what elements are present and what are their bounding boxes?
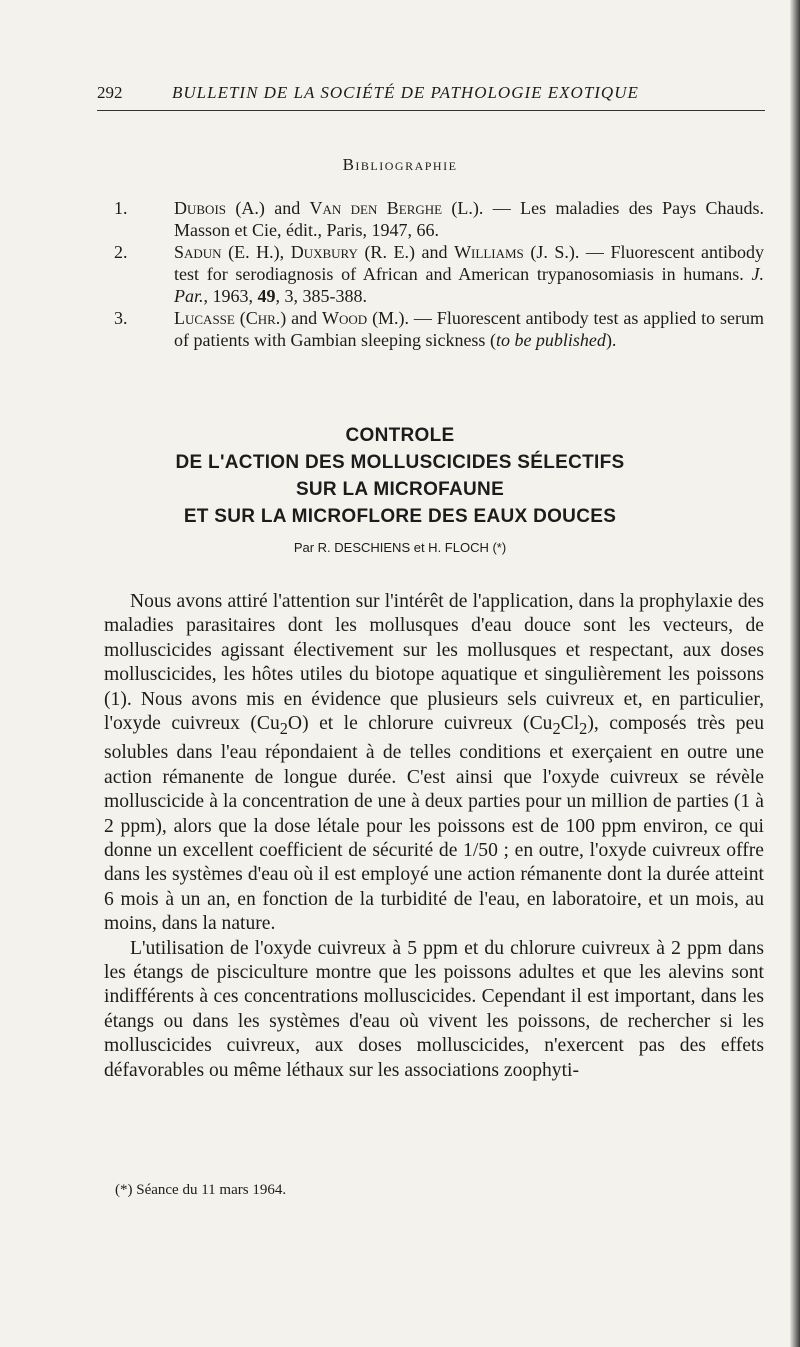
running-header <box>97 80 765 111</box>
text-run: , 1963, <box>203 286 258 306</box>
text-run: , 3, 385-388. <box>275 286 368 306</box>
title-line: ET SUR LA MICROFLORE DES EAUX DOUCES <box>183 506 617 527</box>
bibliography-entry-number: 3. <box>114 308 128 328</box>
text-run: Dubois <box>174 198 227 218</box>
title-line: SUR LA MICROFAUNE <box>295 479 505 500</box>
bibliography-entry <box>114 307 764 351</box>
running-title: BULLETIN DE LA SOCIÉTÉ DE PATHOLOGIE EXOTIQUE <box>172 83 639 102</box>
text-run: (L.). — Les maladies des Pays Chauds. Masson et Cie, édit., Paris, 1947, 66. <box>174 198 764 240</box>
text-run: Nous avons attiré l'attention sur l'intérêt de l'application, dans la prophylaxie des maladies parasitaires dont les mollusques d'eau douce sont les vecteurs, de molluscicides agissant électivement sur les mollusques et respectant, aux doses molluscicides, les hôtes utiles du biotope aquatique et singulièrement les poissons (1). Nous avons mis en évidence que plusieurs sels cuivreux et, en particulier, l'oxyde cuivreux (Cu <box>104 591 764 735</box>
bibliography-entry <box>114 241 764 307</box>
text-run: (A.) and <box>226 198 310 218</box>
text-run: Wood <box>322 308 368 328</box>
text-run: Chr. <box>245 308 281 328</box>
page-number: 292 <box>97 83 123 102</box>
text-run: Sadun <box>174 242 222 262</box>
bibliography-entry-number: 2. <box>114 242 128 262</box>
text-run: 2 <box>579 718 588 738</box>
text-run: ), composés très peu solubles dans l'eau répondaient à de telles conditions et exerçaient en outre une action rémanente de longue durée. C'est ainsi que l'oxyde cuivreux se révèle molluscicide à la concentration de une à deux parties pour un million de parties (1 à 2 ppm), alors que la dose létale pour les poissons est de 100 ppm environ, ce qui donne un excellent coefficient de sécurité de 1/50 ; en outre, l'oxyde cuivreux offre dans les systèmes d'eau où il est employé une action rémanente dont la durée atteint 6 mois à un an, en fonction de la turbidité de l'eau, en laboratoire, et un mois, au moins, dans la nature. <box>104 713 764 935</box>
text-run: Cl <box>560 713 580 735</box>
text-run: ) and <box>280 308 323 328</box>
text-run: ). <box>605 330 617 350</box>
text-run: (M.). — Fluorescent antibody test as applied to serum of patients with Gambian sleeping sickness ( <box>174 308 764 350</box>
body-paragraph <box>104 590 764 937</box>
text-run: O) et le chlorure cuivreux (Cu <box>287 713 553 735</box>
bibliography-list <box>114 197 764 351</box>
text-run: Duxbury <box>290 242 358 262</box>
bibliography-title: Bibliographie <box>342 155 458 174</box>
bibliography-entry-number: 1. <box>114 198 128 218</box>
text-run: J. Par. <box>174 264 764 306</box>
text-run: (R. E.) and <box>357 242 455 262</box>
text-run: ( <box>234 308 246 328</box>
article-title <box>0 422 800 530</box>
page-edge-shadow <box>790 0 800 1347</box>
footnote: (*) Séance du 11 mars 1964. <box>115 1182 287 1198</box>
article-body <box>104 590 764 1083</box>
text-run: Lucasse <box>174 308 235 328</box>
text-run: 2 <box>552 718 561 738</box>
text-run: (E. H.), <box>221 242 291 262</box>
text-run: Williams <box>454 242 524 262</box>
text-run: Van den Berghe <box>309 198 443 218</box>
text-run: 49 <box>257 286 276 306</box>
text-run: to be published <box>495 330 606 350</box>
title-line: CONTROLE <box>345 425 455 446</box>
bibliography-entry <box>114 197 764 241</box>
text-run: (J. S.). — Fluorescent antibody test for serodiagnosis of African and American trypanosomiasis in humans. <box>174 242 764 284</box>
body-paragraph <box>104 937 764 1083</box>
title-line: DE L'ACTION DES MOLLUSCICIDES SÉLECTIFS <box>175 452 625 473</box>
text-run: 2 <box>279 718 288 738</box>
authors: Par R. DESCHIENS et H. FLOCH (*) <box>293 540 507 555</box>
text-run: L'utilisation de l'oxyde cuivreux à 5 ppm et du chlorure cuivreux à 2 ppm dans les étangs de pisciculture montre que les poissons adultes et que les alevins sont indifférents à ces concentrations molluscicides. Cependant il est important, dans les étangs ou dans les systèmes d'eau où vivent les poissons, de rechercher si les molluscicides cuivreux, aux doses molluscicides, n'exercent pas des effets défavorables ou même léthaux sur les associations zoophyti- <box>104 937 764 1081</box>
